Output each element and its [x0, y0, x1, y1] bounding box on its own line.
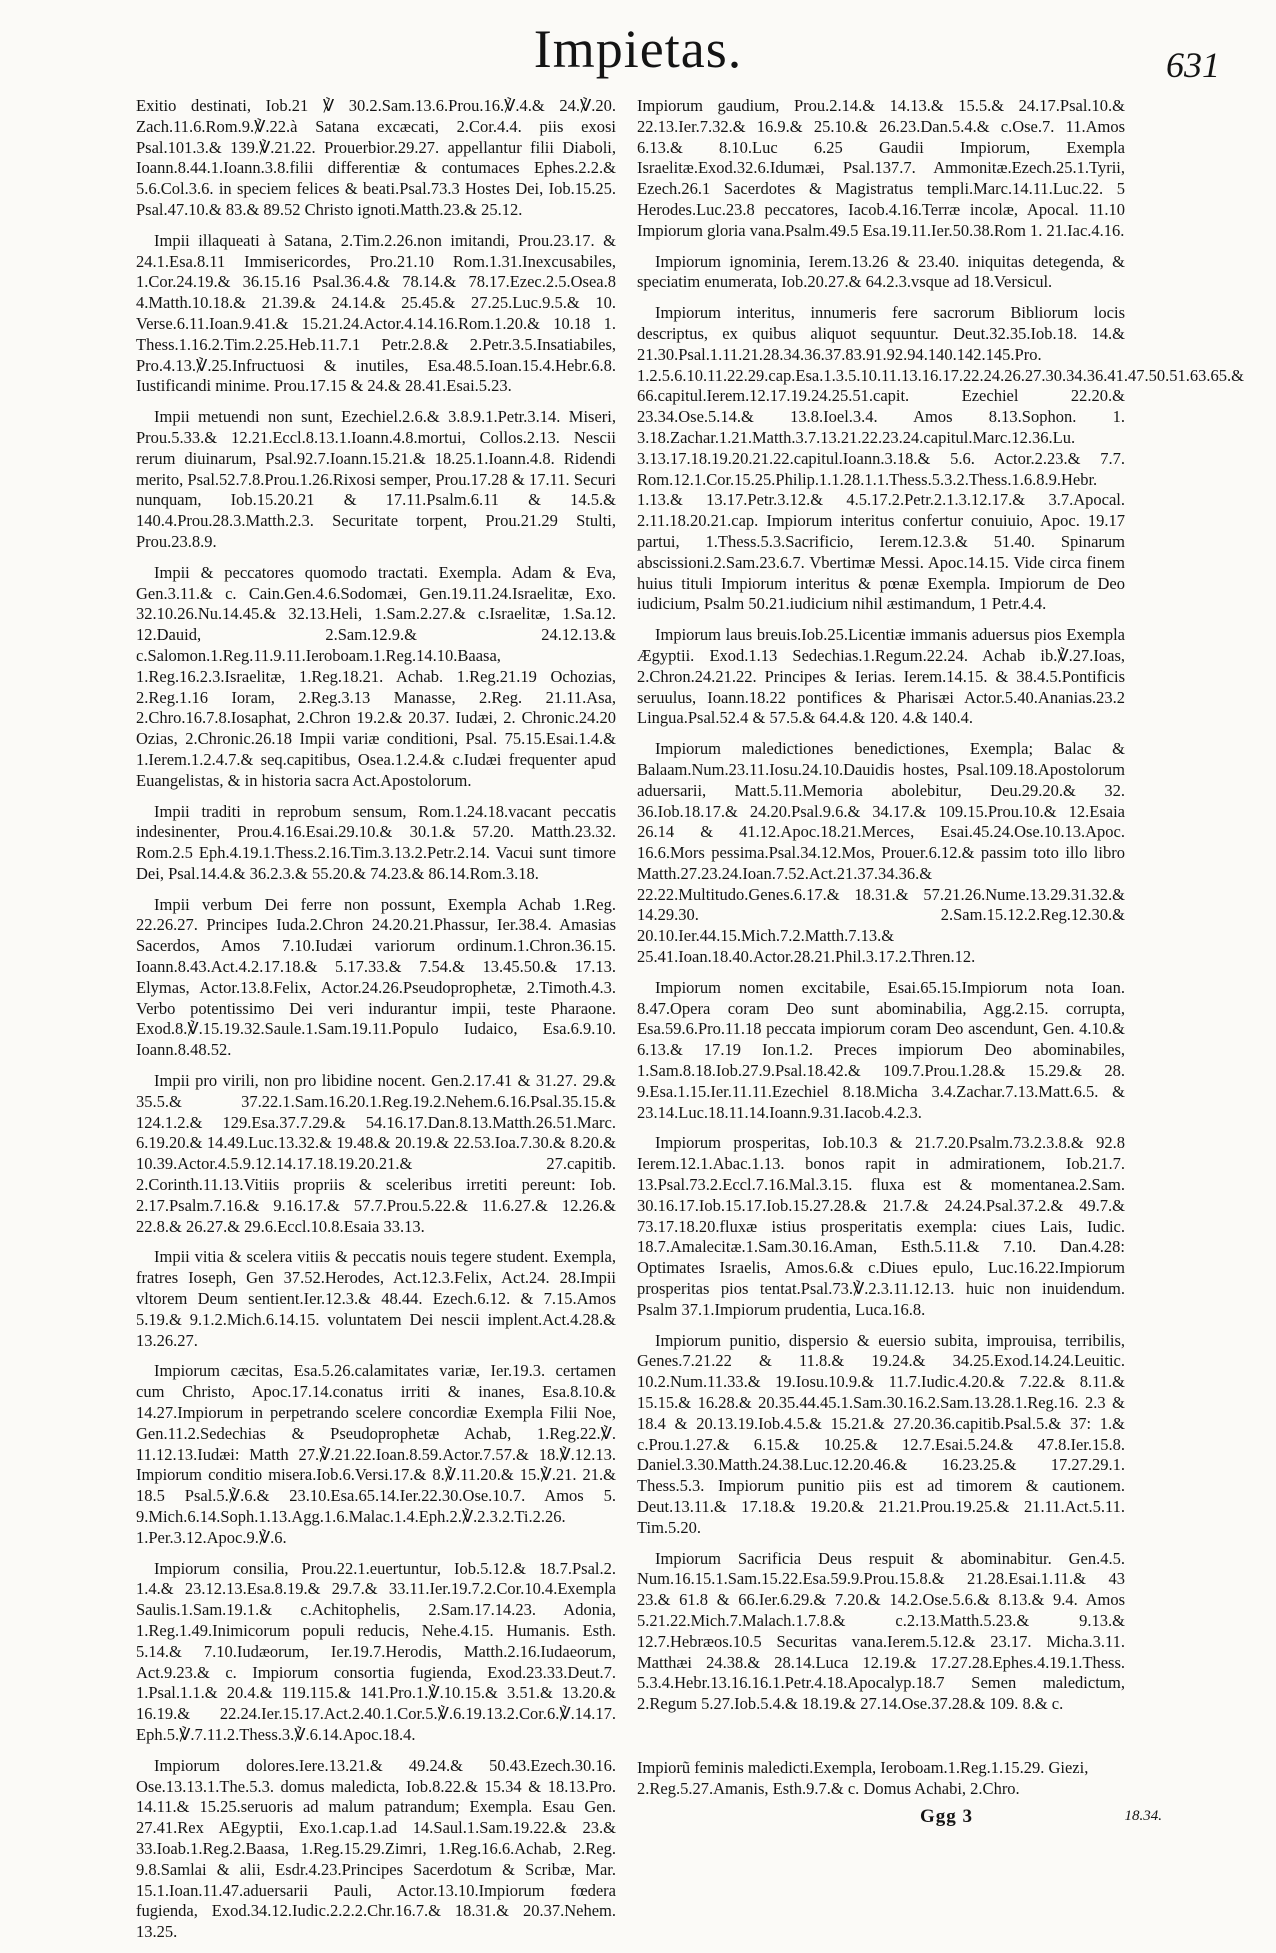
index-entry: Impiorum gaudium, Prou.2.14.& 14.13.& 15.5.& 24.17.Psal.10.& 22.13.Ier.7.32.& 16.9.& 25.10.& 26.23.Dan.5.4.& c.Ose.7. 11.Amos 6.13.& 8.10.Luc 6.25 Gaudii Impiorum, Exempla Israelitæ.Exod.32.6.Idumæi, Psal.137.7. Ammonitæ.Ezech.25.1.Tyrii, Ezech.26.1 Sacerdotes & Magistratus templi.Marc.14.11.Luc.22. 5 Herodes.Luc.23.8 peccatores, Iacob.4.16.Terræ incolæ, Apocal. 11.10 Impiorum gloria vana.Psalm.49.5 Esa.19.11.Ier.50.38.Rom 1. 21.Iac.4.16. [637, 96, 1125, 240]
index-entry: Impiorum laus breuis.Iob.25.Licentiæ immanis aduersus pios Exempla Ægyptii. Exod.1.13 Sedechias.1.Regum.22.24. Achab ib.℣.27.Ioas, 2.Chron.24.21.22. Principes & Ierias. Ierem.14.15. & 38.4.5.Pontificis seruulus, Ioann.18.22 pontifices & Pharisæi Actor.5.40.Ananias.23.2 Lingua.Psal.52.4 & 57.5.& 64.4.& 120. 4.& 140.4. [637, 625, 1125, 728]
index-entry: Impii pro virili, non pro libidine nocent. Gen.2.17.41 & 31.27. 29.& 35.5.& 37.22.1.Sam.16.20.1.Reg.19.2.Nehem.6.16.Psal.35.15.& 124.1.2.& 129.Esa.37.7.29.& 54.16.17.Dan.8.13.Matth.26.51.Marc. 6.19.20.& 14.49.Luc.13.32.& 19.48.& 20.19.& 22.53.Ioa.7.30.& 8.20.& 10.39.Actor.4.5.9.12.14.17.18.19.20.21.& 27.capitib. 2.Corinth.11.13.Vitiis propriis & sceleribus irretiti pereunt: Iob. 2.17.Psalm.7.16.& 9.16.17.& 57.7.Prou.5.22.& 11.6.27.& 12.26.& 22.8.& 26.27.& 29.6.Eccl.10.8.Esaia 33.13. [136, 1071, 616, 1236]
last-entry: Impiorũ feminis maledicti.Exempla, Ieroboam.1.Reg.1.15.29. Giezi, 2.Reg.5.27.Amanis, Esth.9.7.& c. Domus Achabi, 2.Chro. [637, 1758, 1089, 1798]
index-entry: Impiorum interitus, innumeris fere sacrorum Bibliorum locis descriptus, ex quibus aliquot sequuntur. Deut.32.35.Iob.18. 14.& 21.30.Psal.1.11.21.28.34.36.37.83.91.92.94.140.142.145.Pro. 1.2.5.6.10.11.22.29.cap.Esa.1.3.5.10.11.13.16.17.22.24.26.27.30.34.36.41.47.50.51.63.65.& 66.capitul.Ierem.12.17.19.24.25.51.capit. Ezechiel 22.20.& 23.34.Ose.5.14.& 13.8.Ioel.3.4. Amos 8.13.Sophon. 1. 3.18.Zachar.1.21.Matth.3.7.13.21.22.23.24.capitul.Marc.12.36.Lu. 3.13.17.18.19.20.21.22.capitul.Ioann.3.18.& 5.6. Actor.2.23.& 7.7. Rom.12.1.Cor.15.25.Philip.1.1.28.1.1.Thess.5.3.2.Thess.1.6.8.9.Hebr. 1.13.& 13.17.Petr.3.12.& 4.5.17.2.Petr.2.1.3.12.17.& 3.7.Apocal. 2.11.18.20.21.cap. Impiorum interitus confertur conuiuio, Apoc. 19.17 partui, 1.Thess.5.3.Sacrificio, Ierem.12.3.& 51.40. Spinarum abscissioni.2.Sam.23.6.7. Vbertimæ Messi. Apoc.14.15. Vide circa finem huius tituli Impiorum interitus & pœnæ Exempla. Impiorum de Deo iudicium, Psalm 50.21.iudicium nihil æstimandum, 1 Petr.4.4. [637, 303, 1244, 614]
index-entry: Impii metuendi non sunt, Ezechiel.2.6.& 3.8.9.1.Petr.3.14. Miseri, Prou.5.33.& 12.21.Eccl.8.13.1.Ioann.4.8.mortui, Collos.2.13. Nescii rerum diuinarum, Psal.92.7.Ioann.15.21.& 18.25.1.Ioann.4.8. Ridendi merito, Psal.52.7.8.Prou.1.26.Rixosi semper, Prou.17.28 & 17.11. Securi nunquam, Iob.15.20.21 & 17.11.Psalm.6.11 & 14.5.& 140.4.Prou.28.3.Matth.2.3. Securitate torpent, Prou.21.29 Stulti, Prou.23.8.9. [136, 407, 616, 551]
index-entry: Impiorum prosperitas, Iob.10.3 & 21.7.20.Psalm.73.2.3.8.& 92.8 Ierem.12.1.Abac.1.13. bonos rapit in admirationem, Iob.21.7. 13.Psal.73.2.Eccl.7.16.Mal.3.15. fluxa est & momentanea.2.Sam. 30.16.17.Iob.15.17.Iob.15.27.28.& 21.7.& 24.24.Psal.37.2.& 49.7.& 73.17.18.20.fluxæ istius prosperitatis exempla: ciues Lais, Iudic. 18.7.Amalecitæ.1.Sam.30.16.Aman, Esth.5.11.& 7.10. Dan.4.28: Optimates Israelis, Amos.6.& c.Diues epulo, Luc.16.22.Impiorum prosperitas pios tentat.Psal.73.℣.2.3.11.12.13. huic non inuidendum. Psalm 37.1.Impiorum prudentia, Luca.16.8. [637, 1133, 1125, 1319]
left-column [136, 96, 616, 1953]
index-entry: Impiorum punitio, dispersio & euersio subita, improuisa, terribilis, Genes.7.21.22 & 11.8.& 19.24.& 34.25.Exod.14.24.Leuitic. 10.2.Num.11.33.& 19.Iosu.10.9.& 11.7.Iudic.4.20.& 7.22.& 8.11.& 15.15.& 16.28.& 20.35.44.45.1.Sam.30.16.2.Sam.13.28.1.Reg.16. 2.3 & 18.4 & 20.13.19.Iob.4.5.& 15.21.& 27.20.36.capitib.Psal.5.& 37: 1.& c.Prou.1.27.& 6.15.& 10.25.& 12.7.Esai.5.24.& 47.8.Ier.15.8. Daniel.3.30.Matth.24.38.Luc.12.20.46.& 16.23.25.& 17.27.29.1. Thess.5.3. Impiorum punitio piis est ad timorem & cautionem. Deut.13.11.& 17.18.& 19.20.& 21.21.Prou.19.25.& 21.11.Act.5.11. Tim.5.20. [637, 1330, 1125, 1537]
index-entry: Impiorum nomen excitabile, Esai.65.15.Impiorum nota Ioan. 8.47.Opera coram Deo sunt abominabilia, Agg.2.15. corrupta, Esa.59.6.Pro.11.18 peccata impiorum coram Deo ascendunt, Gen. 4.10.& 6.13.& 17.19 Ion.1.2. Preces impiorum Deo abominabiles, 1.Sam.8.18.Iob.27.9.Psal.18.42.& 109.7.Prou.1.28.& 15.29.& 28. 9.Esa.1.15.Ier.11.11.Ezechiel 8.18.Micha 3.4.Zachar.7.13.Matt.6.5. & 23.14.Luc.18.11.14.Ioann.9.31.Iacob.4.2.3. [637, 977, 1125, 1122]
index-entry: Impiorum maledictiones benedictiones, Exempla; Balac & Balaam.Num.23.11.Iosu.24.10.Dauidis hostes, Psal.109.18.Apostolorum aduersarii, Matt.5.11.Memoria abolebitur, Deu.29.20.& 32. 36.Iob.18.17.& 24.20.Psal.9.6.& 34.17.& 109.15.Prou.10.& 12.Esaia 26.14 & 41.12.Apoc.18.21.Merces, Esai.45.24.Ose.10.13.Apoc. 16.6.Mors pessima.Psal.34.12.Mos, Prouer.6.12.& passim toto illo libro Matth.27.23.24.Ioan.7.52.Act.21.37.34.36.& 22.22.Multitudo.Genes.6.17.& 18.31.& 57.21.26.Nume.13.29.31.32.& 14.29.30. 2.Sam.15.12.2.Reg.12.30.& 20.10.Ier.44.15.Mich.7.2.Matth.7.13.& 25.41.Ioan.18.40.Actor.28.21.Phil.3.17.2.Thren.12. [637, 739, 1125, 967]
page-title: Impietas. [533, 19, 743, 79]
index-entry: Impii traditi in reprobum sensum, Rom.1.24.18.vacant peccatis indesinenter, Prou.4.16.Esai.29.10.& 30.1.& 57.20. Matth.23.32. Rom.2.5 Eph.4.19.1.Thess.2.16.Tim.3.13.2.Petr.2.14. Vacui sunt timore Dei, Psal.14.4.& 36.2.3.& 55.20.& 74.23.& 86.14.Rom.3.18. [136, 801, 616, 883]
catchword: 18.34. [1124, 1808, 1162, 1824]
index-entry: Impiorum consilia, Prou.22.1.euertuntur, Iob.5.12.& 18.7.Psal.2. 1.4.& 23.12.13.Esa.8.19.& 29.7.& 33.11.Ier.19.7.2.Cor.10.4.Exempla Saulis.1.Sam.19.1.& c.Achitophelis, 2.Sam.17.14.23. Adonia, 1.Reg.1.49.Inimicorum populi reducis, Nehe.4.15. Humanis. Esth. 5.14.& 7.10.Iudæorum, Ier.19.7.Herodis, Matth.2.16.Iudaeorum, Act.9.23.& c. Impiorum consortia fugienda, Exod.23.33.Deut.7. 1.Psal.1.1.& 20.4.& 119.115.& 141.Pro.1.℣.10.15.& 3.51.& 13.20.& 16.19.& 22.24.Ier.15.17.Act.2.40.1.Cor.5.℣.6.19.13.2.Cor.6.℣.14.17. Eph.5.℣.7.11.2.Thess.3.℣.6.14.Apoc.18.4. [136, 1558, 616, 1744]
running-head [0, 18, 1276, 88]
index-entry: Impii vitia & scelera vitiis & peccatis nouis tegere student. Exempla, fratres Ioseph, Gen 37.52.Herodes, Act.12.3.Felix, Act.24. 28.Impii vltorem Deum sentient.Ier.12.3.& 48.44. Ezech.6.12. & 7.15.Amos 5.19.& 9.1.2.Mich.6.14.15. voluntatem Dei nescii implent.Act.4.28.& 13.26.27. [136, 1247, 616, 1350]
page-number: 631 [1166, 45, 1220, 85]
right-column [637, 96, 1244, 1725]
index-entry: Impiorum ignominia, Ierem.13.26 & 23.40. iniquitas detegenda, & speciatim enumerata, Iob.20.27.& 64.2.3.vsque ad 18.Versicul. [637, 251, 1125, 292]
signature-mark: Ggg 3 [920, 1806, 974, 1827]
index-entry: Impii verbum Dei ferre non possunt, Exempla Achab 1.Reg. 22.26.27. Principes Iuda.2.Chron 24.20.21.Phassur, Ier.38.4. Amasias Sacerdos, Amos 7.10.Iudæi variorum ordinum.1.Chron.36.15. Ioann.8.43.Act.4.2.17.18.& 5.17.33.& 7.54.& 13.45.50.& 17.13. Elymas, Actor.13.8.Felix, Actor.24.26.Pseudoprophetæ, 2.Timoth.4.3. Verbo potentissimo Dei veri indurantur impii, teste Pharaone. Exod.8.℣.15.19.32.Saule.1.Sam.19.11.Populo Iudaico, Esa.6.9.10. Ioann.8.48.52. [136, 894, 616, 1060]
index-entry: Impii illaqueati à Satana, 2.Tim.2.26.non imitandi, Prou.23.17. & 24.1.Esa.8.11 Immisericordes, Pro.21.10 Rom.1.31.Inexcusabiles, 1.Cor.24.19.& 36.15.16 Psal.36.4.& 78.14.& 78.17.Ezec.2.5.Osea.8 4.Matth.10.18.& 21.39.& 24.14.& 25.45.& 27.25.Luc.9.5.& 10. Verse.6.11.Ioan.9.41.& 15.21.24.Actor.4.14.16.Rom.1.20.& 10.18 1. Thess.1.16.2.Tim.2.25.Heb.11.7.1 Petr.2.8.& 2.Petr.3.5.Insatiabiles, Pro.4.13.℣.25.Infructuosi & inutiles, Esa.48.5.Ioan.15.4.Hebr.6.8. Iustificandi minime. Prou.17.15 & 24.& 28.41.Esai.5.23. [136, 230, 616, 396]
index-entry: Impiorum Sacrificia Deus respuit & abominabitur. Gen.4.5. Num.16.15.1.Sam.15.22.Esa.59.9.Prou.15.8.& 21.28.Esai.1.11.& 43 23.& 61.8 & 66.Ier.6.29.& 7.20.& 14.2.Ose.5.6.& 8.13.& 9.4. Amos 5.21.22.Mich.7.Malach.1.7.8.& c.2.13.Matth.5.23.& 9.13.& 12.7.Hebræos.10.5 Securitas vana.Ierem.5.12.& 23.17. Micha.3.11. Matthæi 24.38.& 28.14.Luca 12.19.& 17.27.28.Ephes.4.19.1.Thess. 5.3.4.Hebr.13.16.16.1.Petr.4.18.Apocalyp.18.7 Semen maledictum, 2.Regum 5.27.Iob.5.4.& 18.19.& 27.14.Ose.37.28.& 109. 8.& c. [637, 1548, 1125, 1714]
index-entry: Exitio destinati, Iob.21 ℣ 30.2.Sam.13.6.Prou.16.℣.4.& 24.℣.20. Zach.11.6.Rom.9.℣.22.à Satana excæcati, 2.Cor.4.4. piis exosi Psal.101.3.& 139.℣.21.22. Prouerbior.29.27. appellantur filii Diaboli, Ioann.8.44.1.Ioann.3.8.filii differentiæ & contumaces Ephes.2.2.& 5.6.Col.3.6. in speciem felices & beati.Psal.73.3 Hostes Dei, Iob.15.25. Psal.47.10.& 83.& 89.52 Christo ignoti.Matth.23.& 25.12. [136, 96, 616, 219]
index-entry: Impiorum dolores.Iere.13.21.& 49.24.& 50.43.Ezech.30.16. Ose.13.13.1.The.5.3. domus maledicta, Iob.8.22.& 15.34 & 18.13.Pro. 14.11.& 15.25.seruoris ad malum patrandum; Exempla. Esau Gen. 27.41.Rex AEgyptii, Exo.1.cap.1.ad 14.Saul.1.Sam.19.22.& 23.& 33.Ioab.1.Reg.2.Baasa, 1.Reg.15.29.Zimri, 1.Reg.16.6.Achab, 2.Reg. 9.8.Samlai & alii, Esdr.4.23.Principes Sacerdotum & Scribæ, Mar. 15.1.Ioan.11.47.aduersarii Pauli, Actor.13.10.Impiorum fœdera fugienda, Exod.34.12.Iudic.2.2.2.Chr.16.7.& 18.31.& 20.37.Nehem. 13.25. [136, 1755, 616, 1942]
index-entry: Impiorum cæcitas, Esa.5.26.calamitates variæ, Ier.19.3. certamen cum Christo, Apoc.17.14.conatus irriti & inanes, Esa.8.10.& 14.27.Impiorum in perpetrando scelere concordiæ Exempla Filii Noe, Gen.11.2.Sedechias & Pseudoprophetæ Achab, 1.Reg.22.℣. 11.12.13.Iudæi: Matth 27.℣.21.22.Ioan.8.59.Actor.7.57.& 18.℣.12.13. Impiorum conditio misera.Iob.6.Versi.17.& 8.℣.11.20.& 15.℣.21. 21.& 18.5 Psal.5.℣.6.& 23.10.Esa.65.14.Ier.22.30.Ose.10.7. Amos 5. 9.Mich.6.14.Soph.1.13.Agg.1.6.Malac.1.4.Eph.2.℣.2.3.2.Ti.2.26. 1.Per.3.12.Apoc.9.℣.6. [136, 1361, 616, 1547]
index-entry: Impii & peccatores quomodo tractati. Exempla. Adam & Eva, Gen.3.11.& c. Cain.Gen.4.6.Sodomæi, Gen.19.11.24.Israelitæ, Exo. 32.10.26.Nu.14.45.& 32.13.Heli, 1.Sam.2.27.& c.Israelitæ, 1.Sa.12. 12.Dauid, 2.Sam.12.9.& 24.12.13.& c.Salomon.1.Reg.11.9.11.Ieroboam.1.Reg.14.10.Baasa, 1.Reg.16.2.3.Israelitæ, 1.Reg.18.21. Achab. 1.Reg.21.19 Ochozias, 2.Reg.1.16 Ioram, 2.Reg.3.13 Manasse, 2.Reg. 21.11.Asa, 2.Chro.16.7.8.Iosaphat, 2.Chron 19.2.& 20.37. Iudæi, 2. Chronic.24.20 Ozias, 2.Chronic.26.18 Impii variæ conditioni, Psal. 75.15.Esai.1.4.& 1.Ierem.1.2.4.7.& seq.capitibus, Osea.1.2.4.& c.Iudæi frequenter apud Euangelistas, & in historia sacra Act.Apostolorum. [136, 562, 616, 790]
